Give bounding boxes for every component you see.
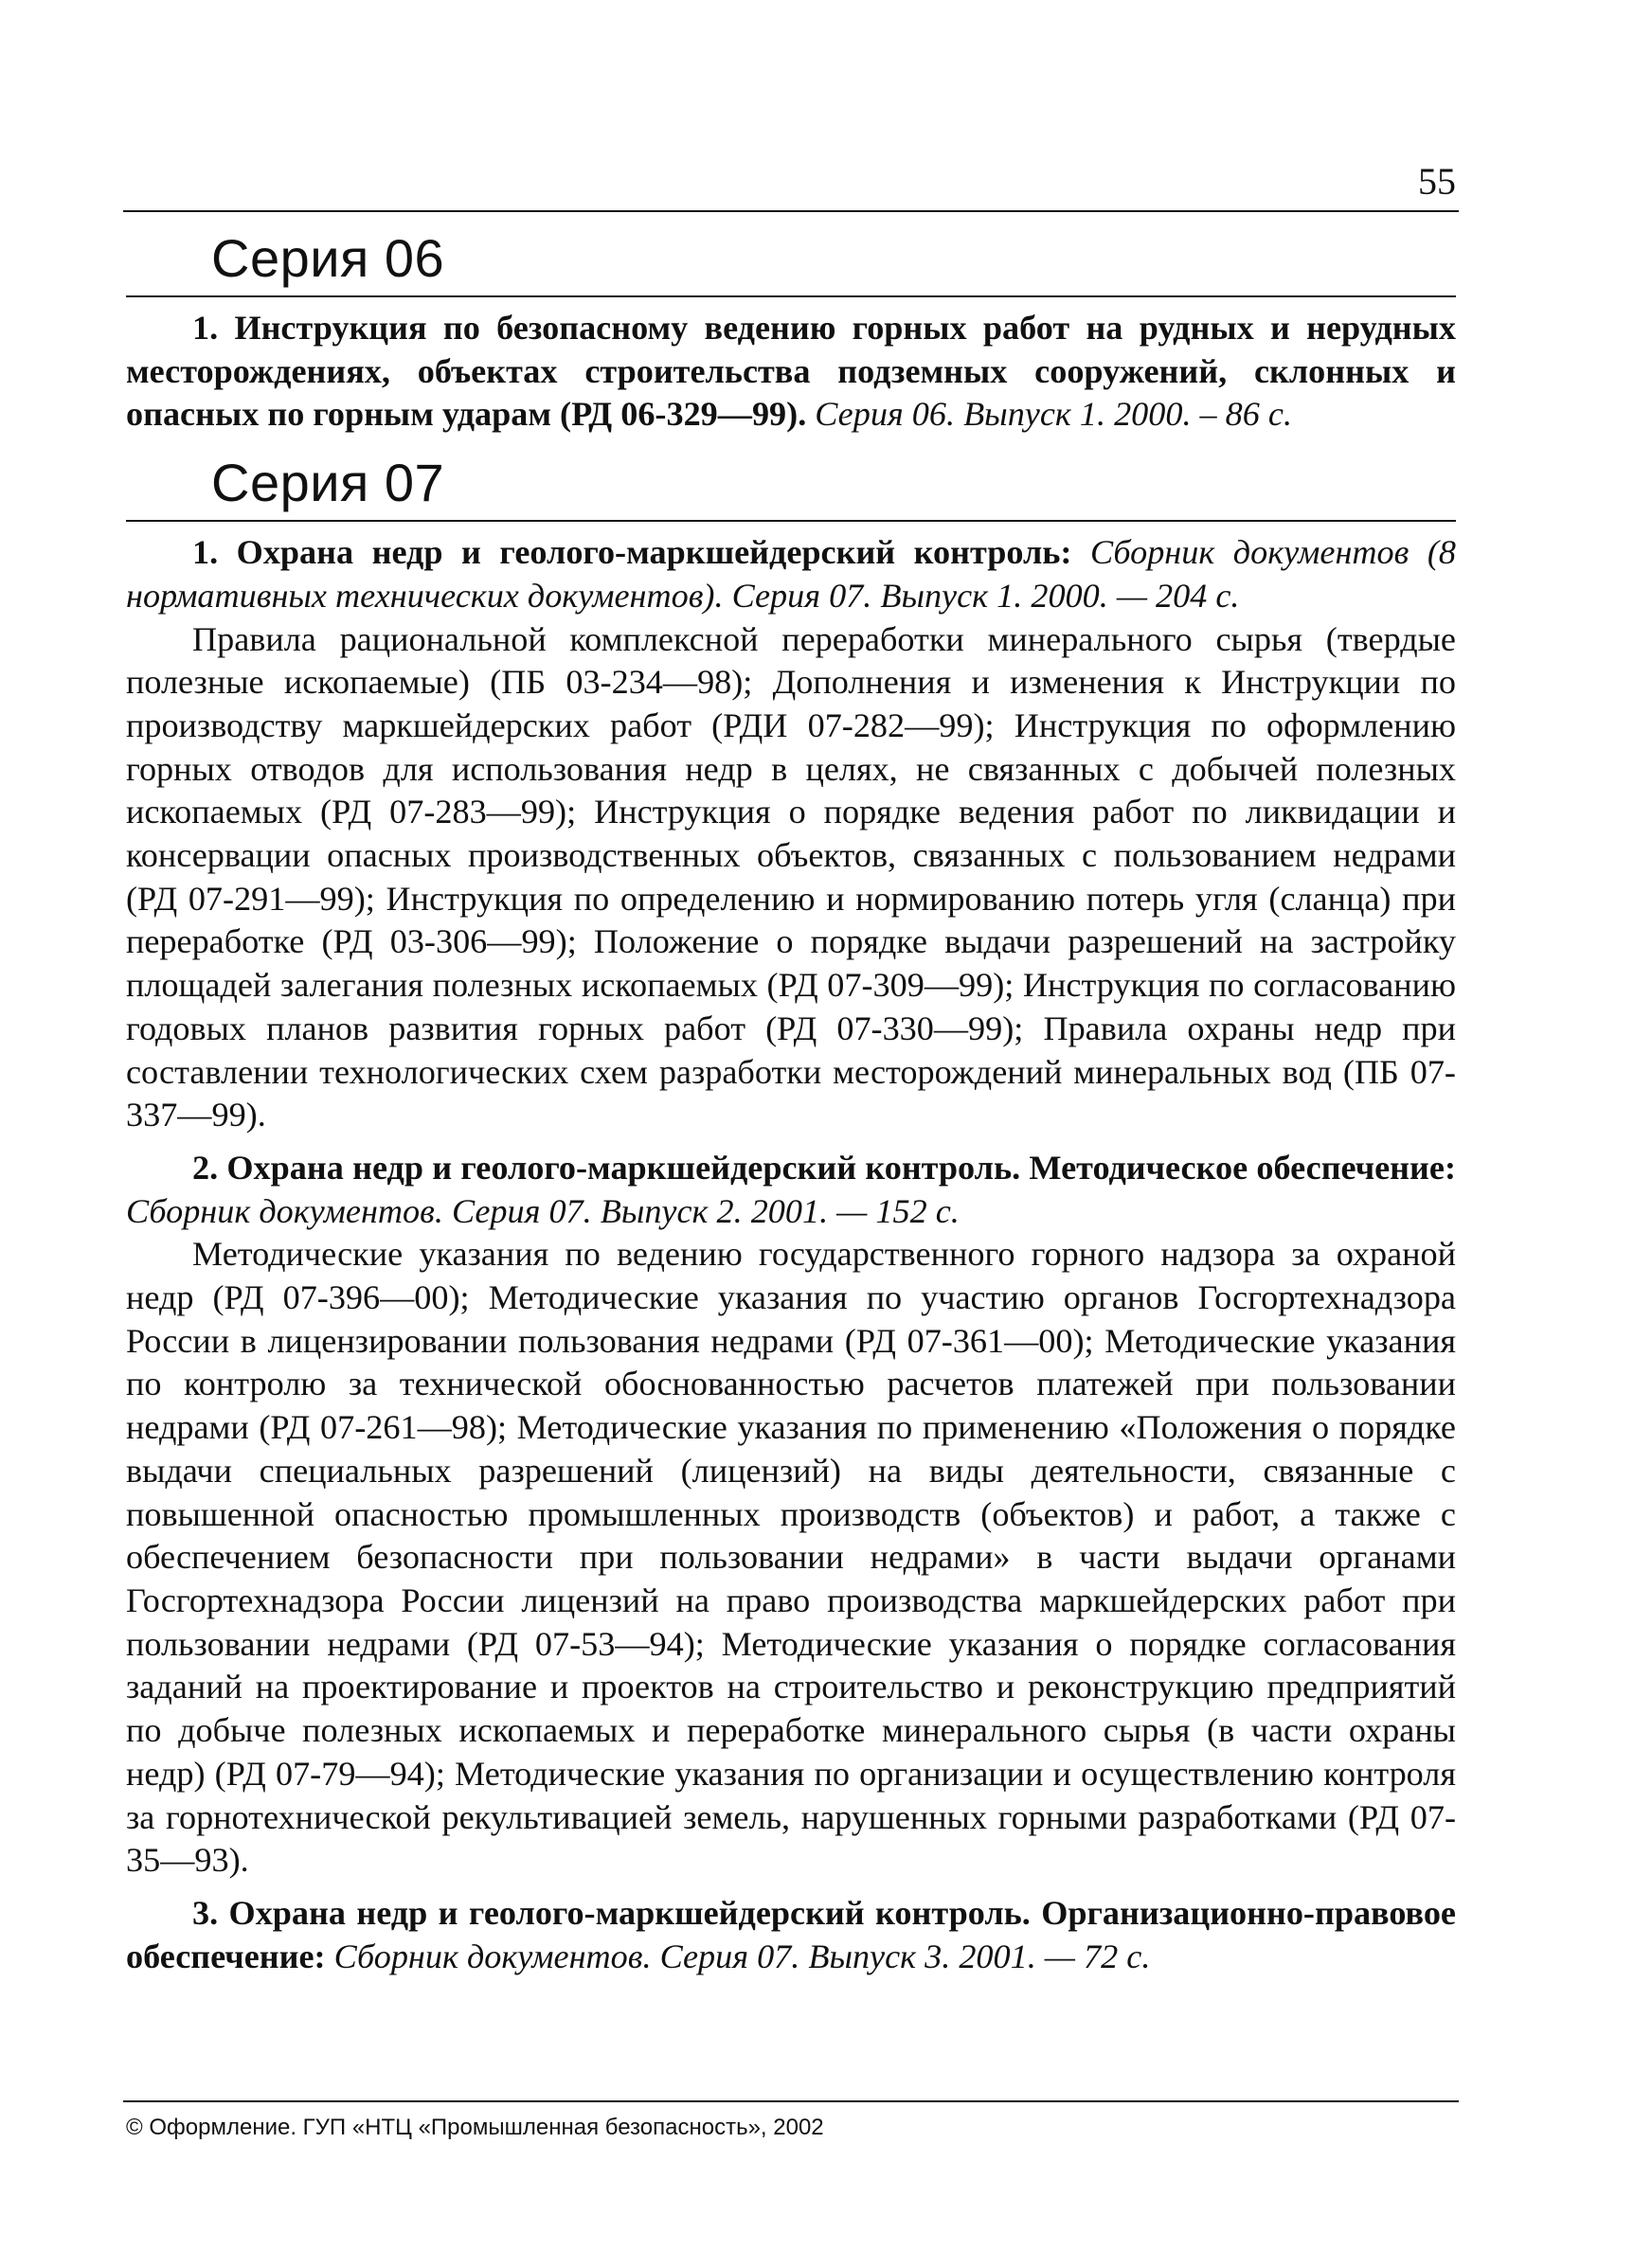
series-07-entry-2-contents: Методические указания по ведению государственного горного надзора за охраной недр (РД 07-396—00); Методические указания по участию органов Госгортехнадзора России в лицензировании пользования недрами (РД 07-361—00); Методические указания по контролю за технической обоснованностью расчетов платежей при пользовании недрами (РД 07-261—98); Методические указания по применению «Положения о порядке выдачи специальных разрешений (лицензий) на виды деятельности, связанные с повышенной опасностью промышленных производств (объектов) и работ, а также с обеспечением безопасности при пользовании недрами» в части выдачи органами Госгортехнадзора России лицензий на право производства маркшейдерских работ при пользовании недрами (РД 07-53—94); Методические указания о порядке согласования заданий на проектирование и проектов на строительство и реконструкцию предприятий по добыче полезных ископаемых и переработке минерального сырья (в части охраны недр) (РД 07-79—94); Методические указания по организации и осуществлению контроля за горнотехнической рекультивацией земель, нарушенных горными разработками (РД 07-35—93).: [126, 1235, 1456, 1880]
series-07-title: Серия 07: [211, 453, 445, 513]
series-06-section: [126, 227, 1456, 437]
entry-publication-info: Серия 06. Выпуск 1. 2000. – 86 с.: [815, 395, 1293, 434]
entry-title: 1. Охрана недр и геолого-маркшейдерский контроль:: [192, 533, 1072, 572]
copyright-footer: © Оформление. ГУП «НТЦ «Промышленная безопасность», 2002: [126, 2115, 824, 2140]
series-07-entry-1: [126, 531, 1456, 617]
entry-publication-info: Сборник документов. Серия 07. Выпуск 3. 2001. — 72 с.: [333, 1937, 1151, 1975]
entry-publication-info: Сборник документов. Серия 07. Выпуск 2. 2001. — 152 с.: [126, 1191, 960, 1230]
header-rule: [123, 210, 1459, 212]
series-06-entry-1: [126, 307, 1456, 437]
section-gap: [126, 437, 1456, 452]
entry-title: 2. Охрана недр и геолого-маркшейдерский контроль. Методическое обеспечение:: [192, 1148, 1456, 1187]
footer-rule: [123, 2100, 1459, 2102]
entry-title: 1. Инструкция по безопасному ведению горных работ на рудных и нерудных месторождениях, объектах строительства подземных сооружений, склонных и опасных по горным ударам (РД 06-329—99).: [126, 309, 1456, 434]
entry-publication-info: Сборник документов (8 нормативных технических документов). Серия 07. Выпуск 1. 2000. — 204 с.: [126, 533, 1457, 615]
series-06-title: Серия 06: [211, 228, 445, 288]
series-06-rule: [126, 295, 1456, 297]
series-07-entry-2: [126, 1147, 1456, 1233]
series-07-section: [126, 452, 1456, 1978]
page-content: [126, 227, 1456, 1978]
series-07-entry-1-contents: Правила рациональной комплексной переработки минерального сырья (твердые полезные ископаемые) (ПБ 03-234—98); Дополнения и изменения к Инструкции по производству маркшейдерских работ (РДИ 07-282—99); Инструкция по оформлению горных отводов для использования недр в целях, не связанных с добычей полезных ископаемых (РД 07-283—99); Инструкция о порядке ведения работ по ликвидации и консервации опасных производственных объектов, связанных с пользованием недрами (РД 07-291—99); Инструкция по определению и нормированию потерь угля (сланца) при переработке (РД 03-306—99); Положение о порядке выдачи разрешений на застройку площадей залегания полезных ископаемых (РД 07-309—99); Инструкция по согласованию годовых планов развития горных работ (РД 07-330—99); Правила охраны недр при составлении технологических схем разработки месторождений минеральных вод (ПБ 07-337—99).: [126, 619, 1456, 1134]
series-07-entry-3: [126, 1892, 1456, 1978]
entry-title: 3. Охрана недр и геолого-маркшейдерский контроль. Организационно-правовое обеспечение:: [126, 1893, 1456, 1975]
page-number: 55: [1418, 160, 1456, 203]
series-07-rule: [126, 520, 1456, 522]
